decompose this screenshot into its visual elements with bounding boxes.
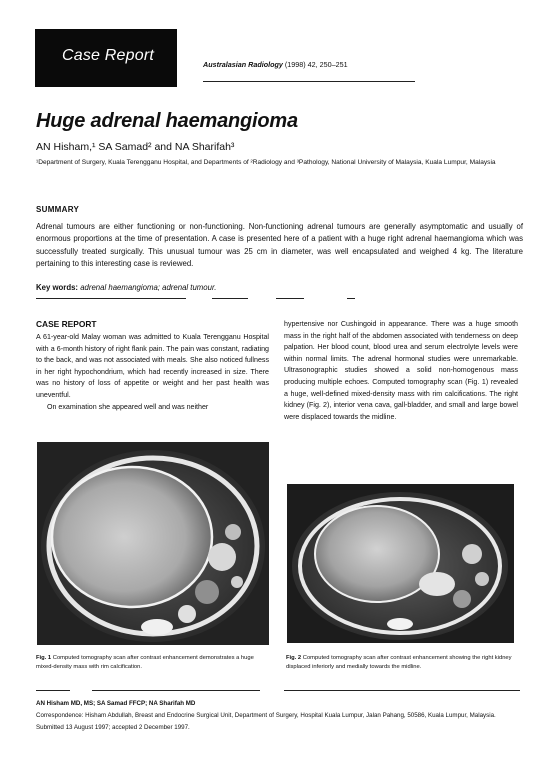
article-title: Huge adrenal haemangioma xyxy=(36,110,298,132)
keywords-label: Key words: xyxy=(36,283,79,292)
footer-rule-2 xyxy=(92,690,260,691)
keywords-rule-4 xyxy=(347,298,355,299)
keywords-rule-2 xyxy=(212,298,248,299)
article-footer xyxy=(36,698,523,734)
case-report-label: Case Report xyxy=(62,47,155,64)
footer-author-credentials: AN Hisham MD, MS; SA Samad FFCP; NA Sharifah MD xyxy=(36,700,196,707)
footer-dates: Submitted 13 August 1997; accepted 2 December 1997. xyxy=(36,724,190,731)
journal-name: Australasian Radiology xyxy=(203,60,283,69)
figure-1-label: Fig. 1 xyxy=(36,655,52,661)
figure-2-caption xyxy=(286,654,518,673)
footer-rule-1 xyxy=(36,690,70,691)
figure-1-ct-image xyxy=(37,442,269,645)
case-report-left-column xyxy=(36,332,269,413)
case-report-right-column: hypertensive nor Cushingoid in appearance. There was a huge smooth mass in the right half of the abdomen associated with tenderness on deep palpation. Her blood count, blood urea and serum electrolyte levels were within normal limits. The adrenal hormonal studies were unremarkable. Ultrasonographic studies showed a solid non-homogenous mass producing multiple echoes. Computed tomography scan (Fig. 1) revealed a huge, well-defined mixed-density mass with rim calcifications. The right kidney (Fig. 2), interior vena cava, gall-bladder, and small and large bowel were displaced towards the midline. xyxy=(284,320,518,421)
header-rule xyxy=(203,81,415,82)
footer-correspondence: Correspondence: Hisham Abdullah, Breast and Endocrine Surgical Unit, Department of Surgery, Hospital Kuala Lumpur, Jalan Pahang, 50586, Kuala Lumpur, Malaysia. xyxy=(36,712,496,719)
keywords-rule-1 xyxy=(36,298,186,299)
figure-1-caption-text: Computed tomography scan after contrast enhancement demonstrates a huge mixed-density mass with rim calcification. xyxy=(36,655,254,671)
author-affiliations: ¹Department of Surgery, Kuala Terengganu Hospital, and Departments of ²Radiology and ³Pathology, National University of Malaysia, Kuala Lumpur, Malaysia xyxy=(36,159,496,166)
article-authors: AN Hisham,¹ SA Samad² and NA Sharifah³ xyxy=(36,141,235,153)
figure-2-label: Fig. 2 xyxy=(286,655,302,661)
keywords-rule-3 xyxy=(276,298,304,299)
keywords-value: adrenal haemangioma; adrenal tumour. xyxy=(80,283,217,292)
summary-text: Adrenal tumours are either functioning or non-functioning. Non-functioning adrenal tumours are generally asymptomatic and usually of enormous proportions at the time of presentation. A case is presented here of a patient with a huge right adrenal haemangioma which was successfully treated surgically. This unusual tumour was 25 cm in diameter, was well encapsulated and weighed 4 kg. The literature pertaining to this interesting case is reviewed. xyxy=(36,222,523,269)
journal-citation xyxy=(203,60,348,69)
ct-scan-1-graphic xyxy=(37,442,269,645)
figure-1-caption xyxy=(36,654,268,673)
footer-rule-3 xyxy=(284,690,520,691)
case-report-heading: CASE REPORT xyxy=(36,319,97,329)
ct-scan-2-graphic xyxy=(287,484,514,643)
case-paragraph-1: A 61-year-old Malay woman was admitted to Kuala Terengganu Hospital with a 6-month history of right flank pain. The pain was constant, radiating to the back, and was not associated with meals. She also noticed fullness in her right hypochondrium, which had recently increased in size. There was no history of loss of appetite or weight and her past health was uneventful. xyxy=(36,333,269,399)
journal-reference: (1998) 42, 250–251 xyxy=(282,60,348,69)
figure-2-caption-text: Computed tomography scan after contrast enhancement showing the right kidney displaced inferiorly and medially towards the midline. xyxy=(286,655,512,671)
case-paragraph-2: On examination she appeared well and was neither xyxy=(47,402,209,411)
figure-2-ct-image xyxy=(287,484,514,643)
summary-heading: SUMMARY xyxy=(36,205,80,214)
keywords-line xyxy=(36,283,216,292)
